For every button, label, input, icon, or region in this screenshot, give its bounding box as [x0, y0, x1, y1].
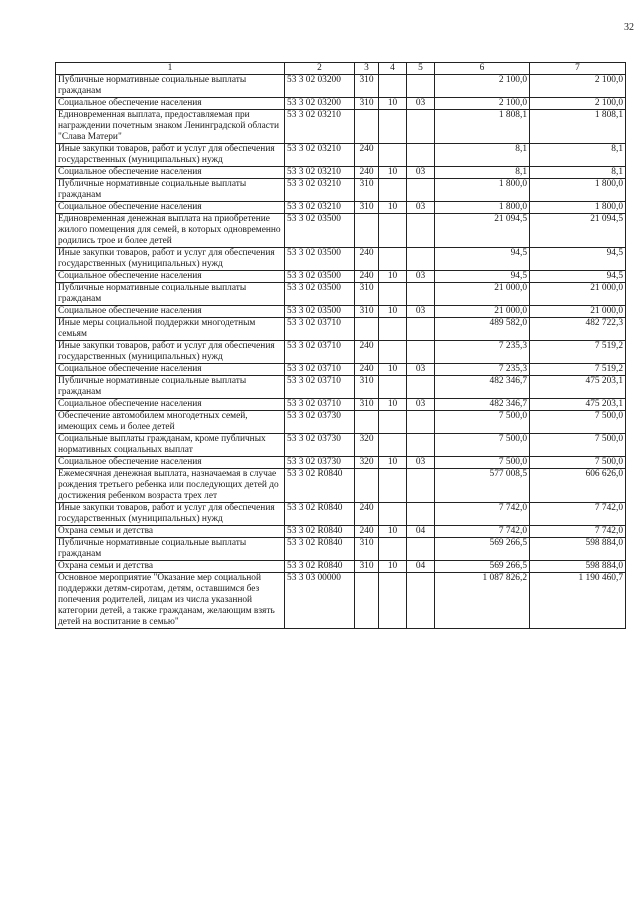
- table-row: [56, 573, 626, 629]
- amount-year-2: 1 800,0: [530, 202, 626, 214]
- row-name: Социальное обеспечение населения: [56, 98, 285, 110]
- amount-year-2: 1 808,1: [530, 110, 626, 144]
- expense-type: 320: [355, 457, 379, 469]
- amount-year-1: 577 008,5: [435, 469, 530, 503]
- amount-year-2: 598 884,0: [530, 538, 626, 561]
- budget-code: 53 3 02 R0840: [285, 561, 355, 573]
- subsection: [407, 469, 435, 503]
- table-row: [56, 503, 626, 526]
- expense-type: 310: [355, 538, 379, 561]
- budget-code: 53 3 02 03710: [285, 341, 355, 364]
- amount-year-2: 606 626,0: [530, 469, 626, 503]
- expense-type: 240: [355, 364, 379, 376]
- section: [379, 538, 407, 561]
- column-header: 7: [530, 63, 626, 75]
- column-header: 5: [407, 63, 435, 75]
- amount-year-2: 94,5: [530, 248, 626, 271]
- expense-type: 310: [355, 98, 379, 110]
- table-row: [56, 434, 626, 457]
- table-row: [56, 271, 626, 283]
- column-header: 2: [285, 63, 355, 75]
- amount-year-1: 7 235,3: [435, 341, 530, 364]
- subsection: [407, 110, 435, 144]
- table-row: [56, 75, 626, 98]
- table-row: [56, 457, 626, 469]
- expense-type: 240: [355, 144, 379, 167]
- amount-year-2: 8,1: [530, 167, 626, 179]
- amount-year-1: 2 100,0: [435, 98, 530, 110]
- section: 10: [379, 306, 407, 318]
- subsection: 03: [407, 98, 435, 110]
- table-row: [56, 179, 626, 202]
- section: [379, 110, 407, 144]
- amount-year-1: 8,1: [435, 167, 530, 179]
- budget-code: 53 3 03 00000: [285, 573, 355, 629]
- page-number: 32: [624, 22, 634, 33]
- row-name: Ежемесячная денежная выплата, назначаемая в случае рождения третьего ребенка или последующих детей до достижения ребенком возраста трех лет: [56, 469, 285, 503]
- section: 10: [379, 167, 407, 179]
- table-row: [56, 248, 626, 271]
- table-row: [56, 167, 626, 179]
- section: [379, 411, 407, 434]
- row-name: Публичные нормативные социальные выплаты гражданам: [56, 283, 285, 306]
- column-header: 4: [379, 63, 407, 75]
- amount-year-1: 21 000,0: [435, 306, 530, 318]
- budget-code: 53 3 02 03710: [285, 399, 355, 411]
- subsection: 03: [407, 271, 435, 283]
- section: [379, 283, 407, 306]
- budget-code: 53 3 02 03500: [285, 283, 355, 306]
- expense-type: [355, 110, 379, 144]
- table-row: [56, 144, 626, 167]
- expense-type: 240: [355, 271, 379, 283]
- budget-code: 53 3 02 03210: [285, 167, 355, 179]
- amount-year-1: 7 742,0: [435, 503, 530, 526]
- amount-year-2: 598 884,0: [530, 561, 626, 573]
- subsection: 03: [407, 399, 435, 411]
- expense-type: 310: [355, 75, 379, 98]
- section: [379, 75, 407, 98]
- amount-year-2: 7 519,2: [530, 364, 626, 376]
- amount-year-2: 7 500,0: [530, 411, 626, 434]
- row-name: Социальные выплаты гражданам, кроме публичных нормативных социальных выплат: [56, 434, 285, 457]
- amount-year-2: 21 000,0: [530, 306, 626, 318]
- expense-type: 320: [355, 434, 379, 457]
- table-row: [56, 538, 626, 561]
- row-name: Охрана семьи и детства: [56, 561, 285, 573]
- budget-code: 53 3 02 03500: [285, 271, 355, 283]
- amount-year-2: 8,1: [530, 144, 626, 167]
- amount-year-1: 1 800,0: [435, 179, 530, 202]
- subsection: [407, 248, 435, 271]
- subsection: [407, 503, 435, 526]
- subsection: [407, 283, 435, 306]
- budget-code: 53 3 02 03710: [285, 376, 355, 399]
- subsection: [407, 341, 435, 364]
- section: [379, 248, 407, 271]
- budget-code: 53 3 02 03500: [285, 214, 355, 248]
- expense-type: 310: [355, 376, 379, 399]
- expense-type: 240: [355, 167, 379, 179]
- section: [379, 214, 407, 248]
- table-row: [56, 110, 626, 144]
- row-name: Социальное обеспечение населения: [56, 167, 285, 179]
- section: [379, 376, 407, 399]
- section: [379, 318, 407, 341]
- row-name: Публичные нормативные социальные выплаты гражданам: [56, 75, 285, 98]
- row-name: Иные закупки товаров, работ и услуг для обеспечения государственных (муниципальных) нужд: [56, 503, 285, 526]
- section: 10: [379, 202, 407, 214]
- column-header: 3: [355, 63, 379, 75]
- expense-type: 310: [355, 202, 379, 214]
- amount-year-1: 489 582,0: [435, 318, 530, 341]
- budget-code: 53 3 02 03210: [285, 110, 355, 144]
- section: [379, 573, 407, 629]
- row-name: Социальное обеспечение населения: [56, 364, 285, 376]
- row-name: Публичные нормативные социальные выплаты гражданам: [56, 179, 285, 202]
- amount-year-2: 21 094,5: [530, 214, 626, 248]
- section: [379, 434, 407, 457]
- table-row: [56, 341, 626, 364]
- amount-year-2: 7 742,0: [530, 526, 626, 538]
- budget-code: 53 3 02 03500: [285, 306, 355, 318]
- amount-year-2: 482 722,3: [530, 318, 626, 341]
- budget-code: 53 3 02 R0840: [285, 503, 355, 526]
- section: 10: [379, 457, 407, 469]
- header-row: [56, 63, 626, 75]
- subsection: [407, 179, 435, 202]
- budget-code: 53 3 02 03210: [285, 144, 355, 167]
- budget-code: 53 3 02 03730: [285, 411, 355, 434]
- amount-year-1: 1 087 826,2: [435, 573, 530, 629]
- amount-year-1: 21 094,5: [435, 214, 530, 248]
- section: [379, 179, 407, 202]
- amount-year-1: 8,1: [435, 144, 530, 167]
- row-name: Охрана семьи и детства: [56, 526, 285, 538]
- subsection: [407, 538, 435, 561]
- expense-type: 310: [355, 283, 379, 306]
- amount-year-2: 7 742,0: [530, 503, 626, 526]
- amount-year-1: 569 266,5: [435, 561, 530, 573]
- amount-year-1: 7 500,0: [435, 411, 530, 434]
- expense-type: 240: [355, 248, 379, 271]
- budget-code: 53 3 02 03210: [285, 179, 355, 202]
- amount-year-2: 1 190 460,7: [530, 573, 626, 629]
- expense-type: [355, 573, 379, 629]
- row-name: Иные закупки товаров, работ и услуг для обеспечения государственных (муниципальных) нужд: [56, 144, 285, 167]
- subsection: [407, 144, 435, 167]
- amount-year-2: 475 203,1: [530, 399, 626, 411]
- row-name: Единовременная выплата, предоставляемая при награждении почетным знаком Ленинградской области "Слава Матери": [56, 110, 285, 144]
- amount-year-2: 94,5: [530, 271, 626, 283]
- subsection: 04: [407, 561, 435, 573]
- amount-year-1: 482 346,7: [435, 399, 530, 411]
- budget-code: 53 3 02 03210: [285, 202, 355, 214]
- amount-year-1: 1 800,0: [435, 202, 530, 214]
- amount-year-2: 21 000,0: [530, 283, 626, 306]
- subsection: [407, 75, 435, 98]
- subsection: 03: [407, 306, 435, 318]
- row-name: Обеспечение автомобилем многодетных семей, имеющих семь и более детей: [56, 411, 285, 434]
- subsection: 04: [407, 526, 435, 538]
- table-row: [56, 399, 626, 411]
- table-row: [56, 469, 626, 503]
- subsection: [407, 411, 435, 434]
- section: [379, 469, 407, 503]
- amount-year-1: 94,5: [435, 271, 530, 283]
- section: [379, 503, 407, 526]
- expense-type: 240: [355, 526, 379, 538]
- row-name: Социальное обеспечение населения: [56, 457, 285, 469]
- table-row: [56, 526, 626, 538]
- budget-code: 53 3 02 03730: [285, 434, 355, 457]
- subsection: [407, 376, 435, 399]
- budget-code: 53 3 02 03500: [285, 248, 355, 271]
- section: 10: [379, 561, 407, 573]
- row-name: Социальное обеспечение населения: [56, 202, 285, 214]
- amount-year-1: 21 000,0: [435, 283, 530, 306]
- amount-year-2: 475 203,1: [530, 376, 626, 399]
- expense-type: 240: [355, 503, 379, 526]
- amount-year-1: 7 500,0: [435, 434, 530, 457]
- row-name: Публичные нормативные социальные выплаты гражданам: [56, 376, 285, 399]
- amount-year-1: 7 235,3: [435, 364, 530, 376]
- table-row: [56, 561, 626, 573]
- budget-code: 53 3 02 03710: [285, 318, 355, 341]
- amount-year-2: 2 100,0: [530, 98, 626, 110]
- section: 10: [379, 526, 407, 538]
- amount-year-1: 2 100,0: [435, 75, 530, 98]
- amount-year-1: 94,5: [435, 248, 530, 271]
- section: 10: [379, 98, 407, 110]
- expense-type: 240: [355, 341, 379, 364]
- budget-code: 53 3 02 R0840: [285, 469, 355, 503]
- section: [379, 144, 407, 167]
- row-name: Иные закупки товаров, работ и услуг для обеспечения государственных (муниципальных) нужд: [56, 248, 285, 271]
- amount-year-2: 7 519,2: [530, 341, 626, 364]
- expense-type: [355, 411, 379, 434]
- table-row: [56, 98, 626, 110]
- amount-year-2: 2 100,0: [530, 75, 626, 98]
- amount-year-1: 7 742,0: [435, 526, 530, 538]
- expense-type: [355, 214, 379, 248]
- table-row: [56, 306, 626, 318]
- subsection: [407, 318, 435, 341]
- amount-year-2: 1 800,0: [530, 179, 626, 202]
- budget-code: 53 3 02 R0840: [285, 538, 355, 561]
- column-header: 6: [435, 63, 530, 75]
- table-row: [56, 376, 626, 399]
- row-name: Единовременная денежная выплата на приобретение жилого помещения для семей, в которых одновременно родились трое и более детей: [56, 214, 285, 248]
- table-row: [56, 214, 626, 248]
- budget-code: 53 3 02 03730: [285, 457, 355, 469]
- expense-type: 310: [355, 179, 379, 202]
- table-row: [56, 283, 626, 306]
- column-header: 1: [56, 63, 285, 75]
- amount-year-2: 7 500,0: [530, 457, 626, 469]
- expense-type: [355, 469, 379, 503]
- expense-type: 310: [355, 399, 379, 411]
- subsection: 03: [407, 364, 435, 376]
- table-row: [56, 364, 626, 376]
- amount-year-1: 569 266,5: [435, 538, 530, 561]
- row-name: Социальное обеспечение населения: [56, 271, 285, 283]
- row-name: Основное мероприятие "Оказание мер социальной поддержки детям-сиротам, детям, оставшимся без попечения родителей, лицам из числа указанной категории детей, а также гражданам, желающим взять детей на воспитание в семью": [56, 573, 285, 629]
- amount-year-2: 7 500,0: [530, 434, 626, 457]
- table-body: [56, 75, 626, 629]
- table-row: [56, 202, 626, 214]
- row-name: Социальное обеспечение населения: [56, 306, 285, 318]
- budget-table: [55, 62, 626, 629]
- amount-year-1: 482 346,7: [435, 376, 530, 399]
- section: 10: [379, 399, 407, 411]
- budget-code: 53 3 02 03710: [285, 364, 355, 376]
- subsection: [407, 434, 435, 457]
- subsection: [407, 573, 435, 629]
- section: 10: [379, 271, 407, 283]
- subsection: 03: [407, 202, 435, 214]
- amount-year-1: 1 808,1: [435, 110, 530, 144]
- amount-year-1: 7 500,0: [435, 457, 530, 469]
- row-name: Иные закупки товаров, работ и услуг для обеспечения государственных (муниципальных) нужд: [56, 341, 285, 364]
- budget-code: 53 3 02 03200: [285, 75, 355, 98]
- subsection: 03: [407, 457, 435, 469]
- table-row: [56, 318, 626, 341]
- budget-code: 53 3 02 03200: [285, 98, 355, 110]
- table-row: [56, 411, 626, 434]
- budget-code: 53 3 02 R0840: [285, 526, 355, 538]
- subsection: [407, 214, 435, 248]
- row-name: Публичные нормативные социальные выплаты гражданам: [56, 538, 285, 561]
- row-name: Иные меры социальной поддержки многодетным семьям: [56, 318, 285, 341]
- expense-type: 310: [355, 306, 379, 318]
- section: 10: [379, 364, 407, 376]
- row-name: Социальное обеспечение населения: [56, 399, 285, 411]
- section: [379, 341, 407, 364]
- expense-type: [355, 318, 379, 341]
- subsection: 03: [407, 167, 435, 179]
- expense-type: 310: [355, 561, 379, 573]
